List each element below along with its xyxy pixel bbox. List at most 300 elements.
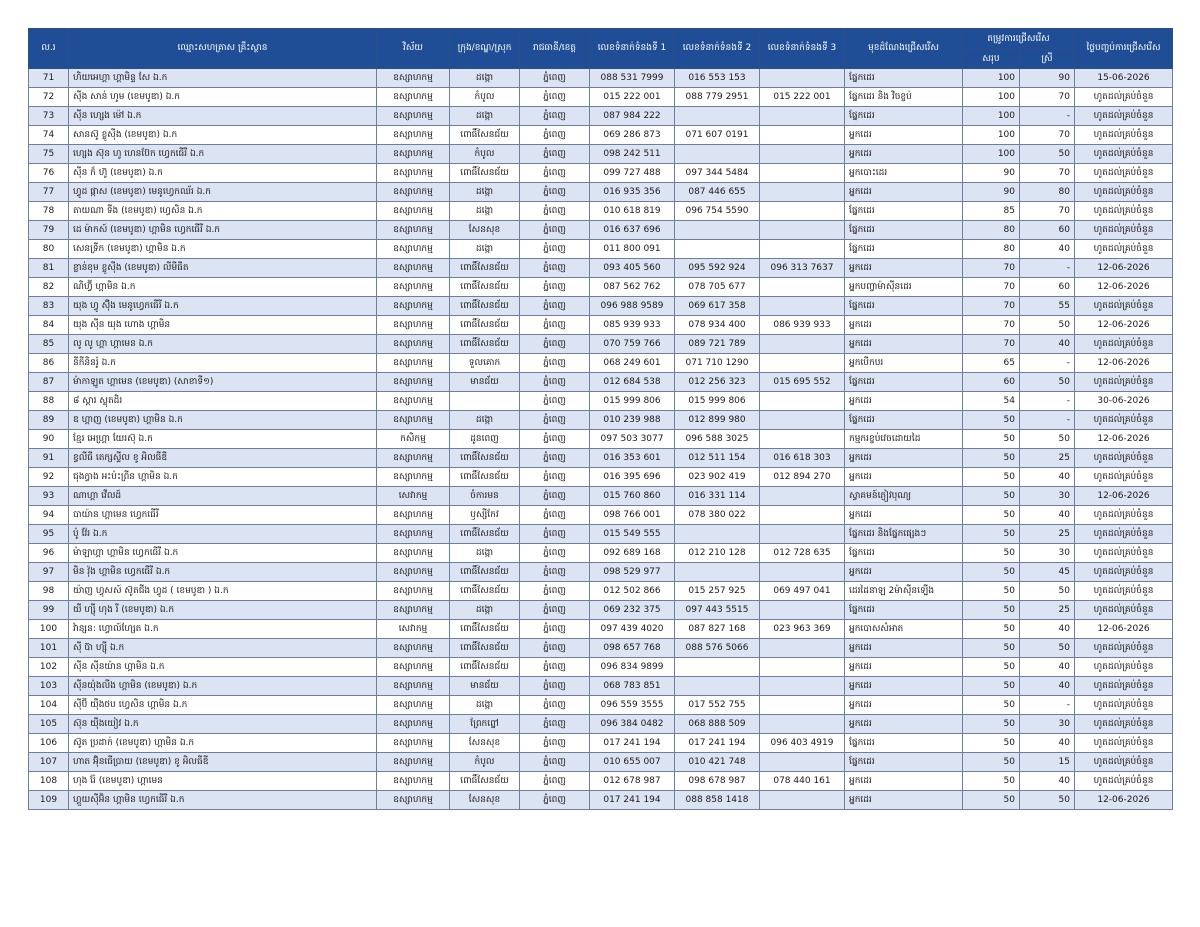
cell-district: កំបូល: [450, 88, 520, 107]
cell-phone2: 016 331 114: [675, 487, 760, 506]
table-row: [29, 620, 1173, 639]
cell-phone2: [675, 240, 760, 259]
cell-phone2: 097 344 5484: [675, 164, 760, 183]
cell-phone3: [760, 335, 845, 354]
cell-district: មានជ័យ: [450, 373, 520, 392]
cell-total: 50: [963, 468, 1020, 487]
cell-deadline: 12-06-2026: [1075, 430, 1173, 449]
cell-district: ដូនពេញ: [450, 430, 520, 449]
cell-position: ផ្នែកដេរ: [845, 544, 963, 563]
cell-district: ព្រែកព្នៅ: [450, 715, 520, 734]
cell-province: ភ្នំពេញ: [520, 354, 590, 373]
cell-sector: ឧស្សាហកម្ម: [377, 411, 450, 430]
cell-total: 50: [963, 525, 1020, 544]
cell-district: ដង្កោ: [450, 202, 520, 221]
table-row: [29, 202, 1173, 221]
cell-phone3: [760, 430, 845, 449]
cell-phone2: 087 827 168: [675, 620, 760, 639]
cell-position: ផ្នែកដេរ: [845, 753, 963, 772]
cell-position: ដេរដៃនាឡ 2ម៉ាស៊ីនទ្បើង: [845, 582, 963, 601]
cell-district: ពោធិ៍សែនជ័យ: [450, 582, 520, 601]
table-body: [29, 69, 1173, 810]
cell-phone2: [675, 677, 760, 696]
cell-sector: ឧស្សាហកម្ម: [377, 354, 450, 373]
table-row: [29, 297, 1173, 316]
cell-phone2: 012 899 980: [675, 411, 760, 430]
table-row: [29, 240, 1173, 259]
cell-total: 50: [963, 696, 1020, 715]
cell-sector: ឧស្សាហកម្ម: [377, 297, 450, 316]
cell-position: អ្នកដេរ: [845, 696, 963, 715]
cell-total: 50: [963, 411, 1020, 430]
cell-province: ភ្នំពេញ: [520, 601, 590, 620]
cell-province: ភ្នំពេញ: [520, 183, 590, 202]
cell-female: 70: [1020, 164, 1075, 183]
cell-total: 50: [963, 601, 1020, 620]
cell-position: អ្នកដេរ: [845, 506, 963, 525]
cell-company: ឌ ហ្គាញ (ខេមបូឌា) ហ្គាមិន ឯ.ក: [69, 411, 377, 430]
cell-female: 90: [1020, 69, 1075, 88]
cell-no: 93: [29, 487, 69, 506]
cell-phone1: 097 503 3077: [590, 430, 675, 449]
cell-deadline: 30-06-2026: [1075, 392, 1173, 411]
cell-district: ដង្កោ: [450, 544, 520, 563]
cell-sector: ឧស្សាហកម្ម: [377, 316, 450, 335]
cell-district: សែនសុខ: [450, 221, 520, 240]
cell-company: ហាត អ៊ុិនធើប្រាយ (ខេមបូឌា) ខូ អិលធីឌី: [69, 753, 377, 772]
cell-position: អ្នកដេរ: [845, 449, 963, 468]
cell-phone2: [675, 658, 760, 677]
cell-total: 100: [963, 69, 1020, 88]
cell-phone1: 010 655 007: [590, 753, 675, 772]
cell-phone2: 088 858 1418: [675, 791, 760, 810]
cell-deadline: ហូតដល់គ្រប់ចំនួន: [1075, 506, 1173, 525]
cell-phone3: [760, 202, 845, 221]
cell-position: អ្នកដេរ: [845, 772, 963, 791]
cell-no: 85: [29, 335, 69, 354]
cell-deadline: ហូតដល់គ្រប់ចំនួន: [1075, 468, 1173, 487]
cell-female: 70: [1020, 88, 1075, 107]
cell-phone3: [760, 506, 845, 525]
cell-total: 70: [963, 278, 1020, 297]
cell-phone2: 088 779 2951: [675, 88, 760, 107]
cell-phone3: [760, 715, 845, 734]
cell-no: 94: [29, 506, 69, 525]
table-row: [29, 544, 1173, 563]
cell-sector: ឧស្សាហកម្ម: [377, 677, 450, 696]
header-position: មុខដំណែងជ្រើសរើស: [845, 29, 963, 69]
cell-district: កំបូល: [450, 753, 520, 772]
cell-province: ភ្នំពេញ: [520, 563, 590, 582]
cell-position: អ្នកបោសសំអាត: [845, 620, 963, 639]
cell-deadline: ហូតដល់គ្រប់ចំនួន: [1075, 221, 1173, 240]
cell-total: 50: [963, 658, 1020, 677]
cell-sector: ឧស្សាហកម្ម: [377, 278, 450, 297]
cell-sector: ឧស្សាហកម្ម: [377, 734, 450, 753]
cell-company: សេនទ្រីក (ខេមបូឌា) ហ្គាមិន ឯ.ក: [69, 240, 377, 259]
cell-phone3: 069 497 041: [760, 582, 845, 601]
cell-sector: ឧស្សាហកម្ម: [377, 658, 450, 677]
cell-company: ស៊ូត ប្រដាក់ (ខេមបូឌា) ហ្គាមិន ឯ.ក: [69, 734, 377, 753]
cell-sector: ឧស្សាហកម្ម: [377, 791, 450, 810]
cell-phone1: 016 935 356: [590, 183, 675, 202]
cell-province: ភ្នំពេញ: [520, 753, 590, 772]
cell-company: ណាហ្គា វើលដ៍: [69, 487, 377, 506]
cell-district: ដង្កោ: [450, 411, 520, 430]
table-row: [29, 601, 1173, 620]
cell-district: ពោធិ៍សែនជ័យ: [450, 658, 520, 677]
cell-no: 83: [29, 297, 69, 316]
cell-no: 71: [29, 69, 69, 88]
cell-company: ស៊ីន ក៏ ហ៊ូ (ខេមបូឌា) ឯ.ក: [69, 164, 377, 183]
cell-province: ភ្នំពេញ: [520, 69, 590, 88]
cell-phone3: [760, 183, 845, 202]
cell-no: 79: [29, 221, 69, 240]
header-demand: តម្រូវការជ្រើសរើស: [963, 29, 1075, 50]
cell-phone1: 092 689 168: [590, 544, 675, 563]
cell-district: ពោធិ៍សែនជ័យ: [450, 772, 520, 791]
cell-sector: សេវាកម្ម: [377, 620, 450, 639]
cell-sector: ឧស្សាហកម្ម: [377, 772, 450, 791]
cell-phone3: 023 963 369: [760, 620, 845, 639]
table-row: [29, 449, 1173, 468]
cell-position: ផ្នែកដេរ: [845, 240, 963, 259]
cell-company: ស៊ីន ហ្សេង ម៉ៅ ឯ.ក: [69, 107, 377, 126]
cell-province: ភ្នំពេញ: [520, 696, 590, 715]
cell-sector: សេវាកម្ម: [377, 487, 450, 506]
cell-sector: ឧស្សាហកម្ម: [377, 506, 450, 525]
cell-phone1: 096 988 9589: [590, 297, 675, 316]
cell-phone3: [760, 658, 845, 677]
cell-phone1: 087 562 762: [590, 278, 675, 297]
table-row: [29, 772, 1173, 791]
cell-district: [450, 392, 520, 411]
cell-district: ពោធិ៍សែនជ័យ: [450, 164, 520, 183]
cell-phone2: 016 553 153: [675, 69, 760, 88]
cell-total: 65: [963, 354, 1020, 373]
cell-company: ហ្សេង ស៊ុន ហូ ហេនប៊ែក ហ្វេកធើរី ឯ.ក: [69, 145, 377, 164]
cell-phone2: 096 754 5590: [675, 202, 760, 221]
header-province: រាជធានី/ខេត្ត: [520, 29, 590, 69]
cell-deadline: ហូតដល់គ្រប់ចំនួន: [1075, 696, 1173, 715]
header-female: ស្រី: [1020, 50, 1075, 69]
cell-no: 72: [29, 88, 69, 107]
cell-sector: ឧស្សាហកម្ម: [377, 240, 450, 259]
header-company: ឈ្មោះសហគ្រាស គ្រឹះស្ថាន: [69, 29, 377, 69]
cell-sector: ឧស្សាហកម្ម: [377, 202, 450, 221]
cell-phone3: [760, 164, 845, 183]
cell-no: 101: [29, 639, 69, 658]
cell-district: ពោធិ៍សែនជ័យ: [450, 278, 520, 297]
cell-sector: ឧស្សាហកម្ម: [377, 468, 450, 487]
cell-sector: ឧស្សាហកម្ម: [377, 88, 450, 107]
cell-phone3: [760, 297, 845, 316]
cell-female: 50: [1020, 582, 1075, 601]
cell-position: អ្នកដេរ: [845, 639, 963, 658]
cell-province: ភ្នំពេញ: [520, 772, 590, 791]
cell-province: ភ្នំពេញ: [520, 164, 590, 183]
cell-total: 50: [963, 506, 1020, 525]
cell-no: 108: [29, 772, 69, 791]
table-row: [29, 88, 1173, 107]
cell-phone3: [760, 240, 845, 259]
cell-position: អ្នកដេរ: [845, 126, 963, 145]
cell-phone1: 069 286 873: [590, 126, 675, 145]
cell-province: ភ្នំពេញ: [520, 677, 590, 696]
cell-female: 40: [1020, 506, 1075, 525]
cell-no: 97: [29, 563, 69, 582]
cell-total: 70: [963, 297, 1020, 316]
cell-total: 50: [963, 582, 1020, 601]
cell-province: ភ្នំពេញ: [520, 544, 590, 563]
cell-district: ពោធិ៍សែនជ័យ: [450, 316, 520, 335]
cell-district: ទួលគោក: [450, 354, 520, 373]
cell-phone1: 017 241 194: [590, 791, 675, 810]
cell-total: 50: [963, 639, 1020, 658]
cell-position: ផ្នែកដេរ: [845, 411, 963, 430]
cell-no: 98: [29, 582, 69, 601]
table-row: [29, 259, 1173, 278]
cell-deadline: ហូតដល់គ្រប់ចំនួន: [1075, 88, 1173, 107]
cell-district: ដង្កោ: [450, 69, 520, 88]
cell-sector: ឧស្សាហកម្ម: [377, 449, 450, 468]
cell-province: ភ្នំពេញ: [520, 240, 590, 259]
cell-deadline: ហូតដល់គ្រប់ចំនួន: [1075, 772, 1173, 791]
cell-company: ៨ ស្តារ ស្លុតដិរ: [69, 392, 377, 411]
cell-phone1: 015 549 555: [590, 525, 675, 544]
cell-phone2: 010 421 748: [675, 753, 760, 772]
cell-deadline: ហូតដល់គ្រប់ចំនួន: [1075, 563, 1173, 582]
cell-sector: ឧស្សាហកម្ម: [377, 544, 450, 563]
cell-phone2: 071 607 0191: [675, 126, 760, 145]
cell-phone1: 096 384 0482: [590, 715, 675, 734]
cell-no: 90: [29, 430, 69, 449]
cell-company: ស៊ី ប៊ា ហ្ស៊ី ឯ.ក: [69, 639, 377, 658]
cell-female: -: [1020, 411, 1075, 430]
cell-total: 70: [963, 316, 1020, 335]
cell-company: មិន វ៉ុង ហ្គាមិន ហ្វេកធើរី ឯ.ក: [69, 563, 377, 582]
cell-position: អ្នកដេរ: [845, 145, 963, 164]
cell-position: អ្នកបើកបរ: [845, 354, 963, 373]
cell-district: ពោធិ៍សែនជ័យ: [450, 525, 520, 544]
cell-no: 82: [29, 278, 69, 297]
cell-female: 30: [1020, 544, 1075, 563]
cell-phone2: [675, 221, 760, 240]
cell-company: សានស៊ូ ខ្លូស៊ីង (ខេមបូឌា) ឯ.ក: [69, 126, 377, 145]
cell-sector: ឧស្សាហកម្ម: [377, 107, 450, 126]
cell-phone1: 012 502 866: [590, 582, 675, 601]
cell-female: -: [1020, 696, 1075, 715]
table-row: [29, 183, 1173, 202]
cell-company: ខ្មែរ អេហ្គ្រា យែរស៊ុ ឯ.ក: [69, 430, 377, 449]
cell-district: ពោធិ៍សែនជ័យ: [450, 639, 520, 658]
cell-total: 50: [963, 753, 1020, 772]
cell-position: ផ្នែកដេរ: [845, 221, 963, 240]
cell-total: 100: [963, 126, 1020, 145]
cell-phone3: 012 728 635: [760, 544, 845, 563]
cell-total: 50: [963, 677, 1020, 696]
cell-phone3: 096 403 4919: [760, 734, 845, 753]
cell-company: យ៉ាញ ហ្វុសស៍ ស៊ូតជីង ហ្វូដ ( ខេមបូឌា ) ឯ.ក: [69, 582, 377, 601]
table-row: [29, 753, 1173, 772]
header-no: ល.រ: [29, 29, 69, 69]
cell-phone3: [760, 411, 845, 430]
table-row: [29, 411, 1173, 430]
table-row: [29, 658, 1173, 677]
cell-total: 54: [963, 392, 1020, 411]
cell-deadline: 12-06-2026: [1075, 278, 1173, 297]
cell-total: 100: [963, 107, 1020, 126]
cell-deadline: 12-06-2026: [1075, 354, 1173, 373]
cell-company: ប៉ូ វ៉ែរ ឯ.ក: [69, 525, 377, 544]
cell-province: ភ្នំពេញ: [520, 202, 590, 221]
cell-phone3: [760, 696, 845, 715]
cell-female: 40: [1020, 677, 1075, 696]
cell-no: 81: [29, 259, 69, 278]
cell-district: ពោធិ៍សែនជ័យ: [450, 620, 520, 639]
cell-phone2: 068 888 509: [675, 715, 760, 734]
cell-province: ភ្នំពេញ: [520, 259, 590, 278]
cell-company: បាយ៉ាន ហ្គាមេន ហ្វេកធើរី: [69, 506, 377, 525]
cell-phone1: 015 222 001: [590, 88, 675, 107]
cell-total: 80: [963, 221, 1020, 240]
cell-province: ភ្នំពេញ: [520, 297, 590, 316]
cell-phone1: 012 678 987: [590, 772, 675, 791]
cell-company: ហិយអេហ្គា ហ្គាមិន្ទ សែ ឯ.ក: [69, 69, 377, 88]
cell-total: 60: [963, 373, 1020, 392]
cell-district: ឫស្សីកែវ: [450, 506, 520, 525]
cell-no: 104: [29, 696, 69, 715]
cell-phone3: [760, 107, 845, 126]
cell-deadline: ហូតដល់គ្រប់ចំនួន: [1075, 202, 1173, 221]
cell-total: 70: [963, 335, 1020, 354]
cell-position: អ្នកដេរ: [845, 259, 963, 278]
cell-company: វ៉ាន្សន: ហ្វោល៍ហ្សែត ឯ.ក: [69, 620, 377, 639]
cell-deadline: ហូតដល់គ្រប់ចំនួន: [1075, 601, 1173, 620]
table-row: [29, 791, 1173, 810]
cell-phone1: 010 239 988: [590, 411, 675, 430]
cell-no: 89: [29, 411, 69, 430]
cell-deadline: ហូតដល់គ្រប់ចំនួន: [1075, 297, 1173, 316]
cell-no: 78: [29, 202, 69, 221]
cell-no: 105: [29, 715, 69, 734]
cell-sector: ឧស្សាហកម្ម: [377, 69, 450, 88]
cell-no: 87: [29, 373, 69, 392]
cell-phone1: 068 783 851: [590, 677, 675, 696]
cell-province: ភ្នំពេញ: [520, 525, 590, 544]
cell-deadline: ហូតដល់គ្រប់ចំនួន: [1075, 658, 1173, 677]
cell-phone2: 088 576 5066: [675, 639, 760, 658]
cell-female: 25: [1020, 525, 1075, 544]
cell-female: 50: [1020, 430, 1075, 449]
cell-deadline: ហូតដល់គ្រប់ចំនួន: [1075, 373, 1173, 392]
cell-company: ខ្វលីធី តេក្សស្ទីល ខូ អិលធីឌី: [69, 449, 377, 468]
cell-female: 80: [1020, 183, 1075, 202]
cell-district: ដង្កោ: [450, 107, 520, 126]
cell-province: ភ្នំពេញ: [520, 620, 590, 639]
cell-deadline: ហូតដល់គ្រប់ចំនួន: [1075, 639, 1173, 658]
cell-phone2: 071 710 1290: [675, 354, 760, 373]
cell-position: អ្នកដេរ: [845, 658, 963, 677]
cell-total: 50: [963, 772, 1020, 791]
cell-province: ភ្នំពេញ: [520, 316, 590, 335]
cell-female: 60: [1020, 278, 1075, 297]
cell-total: 80: [963, 240, 1020, 259]
cell-female: 40: [1020, 620, 1075, 639]
cell-deadline: ហូតដល់គ្រប់ចំនួន: [1075, 126, 1173, 145]
cell-female: 40: [1020, 468, 1075, 487]
cell-no: 76: [29, 164, 69, 183]
cell-total: 50: [963, 544, 1020, 563]
cell-total: 50: [963, 449, 1020, 468]
table-row: [29, 221, 1173, 240]
cell-province: ភ្នំពេញ: [520, 449, 590, 468]
cell-phone1: 017 241 194: [590, 734, 675, 753]
cell-company: ខ្លាន់ខុម ខ្លូស៊ីង (ខេមបូឌា) លីមីធីត: [69, 259, 377, 278]
cell-female: -: [1020, 392, 1075, 411]
cell-province: ភ្នំពេញ: [520, 335, 590, 354]
cell-total: 50: [963, 791, 1020, 810]
cell-sector: ឧស្សាហកម្ម: [377, 126, 450, 145]
cell-phone2: 023 902 419: [675, 468, 760, 487]
cell-phone3: [760, 639, 845, 658]
cell-no: 107: [29, 753, 69, 772]
cell-province: ភ្នំពេញ: [520, 411, 590, 430]
cell-female: 25: [1020, 601, 1075, 620]
header-phone1: លេខទំនាក់ទំនងទី 1: [590, 29, 675, 69]
table-row: [29, 69, 1173, 88]
cell-no: 91: [29, 449, 69, 468]
cell-position: ផ្នែកដេរ: [845, 107, 963, 126]
cell-female: 40: [1020, 658, 1075, 677]
cell-company: នីកីនិនរ៉ូ ឯ.ក: [69, 354, 377, 373]
cell-position: ស្វាគមន៍ភ្ញៀវបុណ្យ: [845, 487, 963, 506]
cell-phone3: [760, 601, 845, 620]
cell-deadline: 12-06-2026: [1075, 487, 1173, 506]
cell-deadline: ហូតដល់គ្រប់ចំនួន: [1075, 582, 1173, 601]
cell-position: អ្នកបោះដេរ: [845, 164, 963, 183]
cell-deadline: 12-06-2026: [1075, 259, 1173, 278]
cell-company: ណិហ្វ៊ី ហ្គាមិន ឯ.ក: [69, 278, 377, 297]
table-row: [29, 392, 1173, 411]
cell-province: ភ្នំពេញ: [520, 715, 590, 734]
cell-total: 50: [963, 734, 1020, 753]
cell-district: ចំការមន: [450, 487, 520, 506]
cell-female: 30: [1020, 487, 1075, 506]
table-row: [29, 164, 1173, 183]
cell-female: 30: [1020, 715, 1075, 734]
cell-phone2: 017 241 194: [675, 734, 760, 753]
cell-phone1: 070 759 766: [590, 335, 675, 354]
cell-district: ពោធិ៍សែនជ័យ: [450, 563, 520, 582]
cell-phone2: 097 443 5515: [675, 601, 760, 620]
cell-total: 70: [963, 259, 1020, 278]
cell-phone3: 015 222 001: [760, 88, 845, 107]
cell-phone2: 015 999 806: [675, 392, 760, 411]
cell-position: ផ្នែកដេរ: [845, 601, 963, 620]
cell-sector: ឧស្សាហកម្ម: [377, 639, 450, 658]
cell-sector: ឧស្សាហកម្ម: [377, 525, 450, 544]
cell-sector: ឧស្សាហកម្ម: [377, 563, 450, 582]
cell-sector: ឧស្សាហកម្ម: [377, 373, 450, 392]
cell-female: 40: [1020, 734, 1075, 753]
cell-district: មានជ័យ: [450, 677, 520, 696]
cell-deadline: 12-06-2026: [1075, 316, 1173, 335]
cell-no: 109: [29, 791, 69, 810]
cell-phone3: [760, 354, 845, 373]
table-row: [29, 316, 1173, 335]
cell-province: ភ្នំពេញ: [520, 506, 590, 525]
